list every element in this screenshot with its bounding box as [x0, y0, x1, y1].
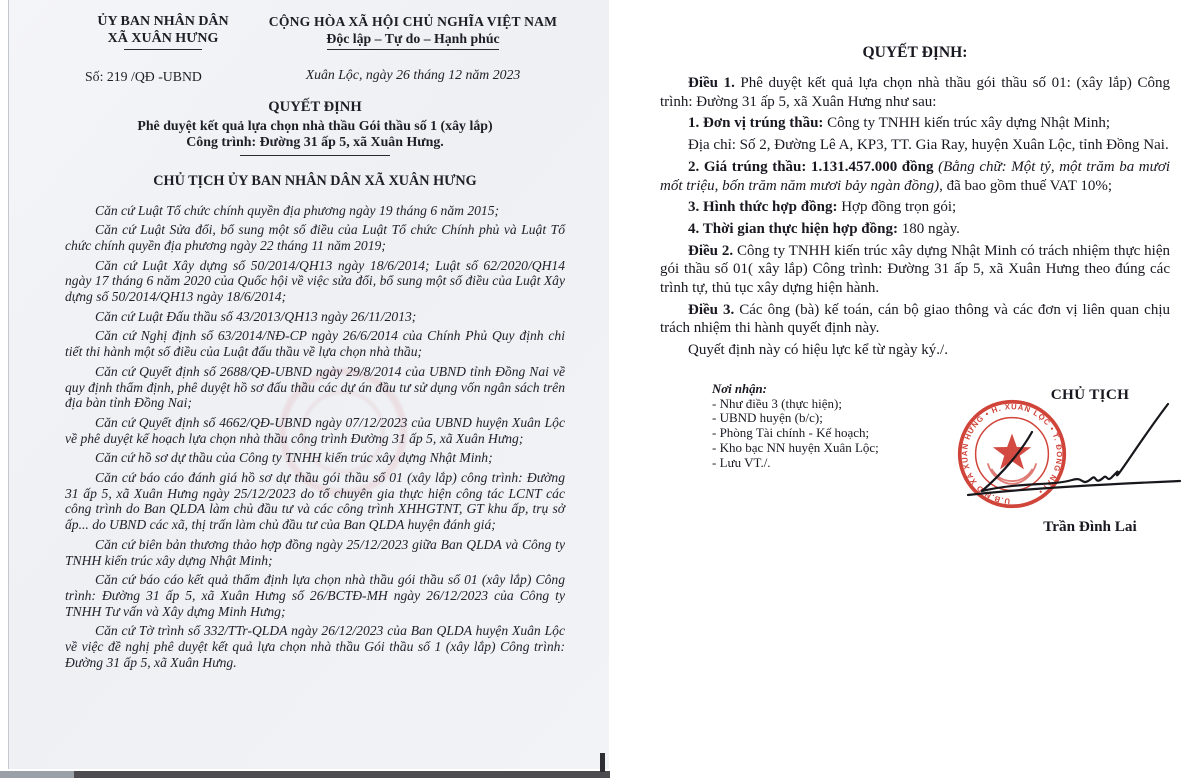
- price-in-words: (Bằng chữ: Một tỷ, một trăm ba mươi mốt triệu, bốn trăm năm mươi bảy ngàn đồng): [660, 158, 1170, 194]
- article-3-text: Các ông (bà) kế toán, cán bộ giao thông và các đơn vị liên quan chịu trách nhiệm thi hành quyết định này.: [660, 301, 1171, 337]
- decision-title-block: [65, 99, 565, 156]
- scanned-page-1: [8, 0, 609, 769]
- signer-name: Trần Đình Lai: [1043, 517, 1137, 535]
- recitals: [65, 203, 565, 671]
- article-1-lead: Điều 1.: [688, 75, 735, 91]
- scanned-page-2: [640, 0, 1200, 778]
- signer-title: CHỦ TỊCH: [1050, 385, 1130, 403]
- winner-address: Địa chỉ: Số 2, Đường Lê A, KP3, TT. Gia Ray, huyện Xuân Lộc, tỉnh Đồng Nai.: [688, 137, 1169, 154]
- price-item-lead: 2. Giá trúng thầu: 1.131.457.000 đồng: [688, 158, 939, 175]
- recital-paragraph: Căn cứ hồ sơ dự thầu của Công ty TNHH kiến trúc xây dựng Nhật Minh;: [95, 450, 493, 466]
- duration-lead: 4. Thời gian thực hiện hợp đồng:: [688, 220, 898, 237]
- decision-subtitle-1: Phê duyệt kết quả lựa chọn nhà thầu Gói thầu số 1 (xây lắp): [137, 118, 493, 134]
- duration-item: [660, 220, 1170, 239]
- decision-title: QUYẾT ĐỊNH: [268, 98, 362, 115]
- page-2-content: [640, 0, 1200, 702]
- recipients-block: [712, 382, 879, 471]
- article-1: [660, 74, 1170, 111]
- recital-paragraph: Căn cứ Luật Đấu thầu số 43/2013/QH13 ngày 26/11/2013;: [95, 308, 417, 324]
- page-2-footer: [660, 372, 1170, 702]
- article-2-text: Công ty TNHH kiến trúc xây dựng Nhật Minh có trách nhiệm thực hiện gói thầu số 01( xây lắp) Công trình: Đường 31 ấp 5, xã Xuân Hưng theo đúng các trình tự, thủ tục xây dựng hiện hành.: [660, 242, 1171, 297]
- handwritten-signature: [960, 392, 1195, 517]
- price-item-rest: , đã bao gồm thuế VAT 10%;: [939, 177, 1113, 194]
- article-3-lead: Điều 3.: [688, 301, 735, 318]
- national-motto-line1: CỘNG HÒA XÃ HỘI CHỦ NGHĨA VIỆT NAM: [268, 14, 558, 29]
- issuing-org-line2: XÃ XUÂN HƯNG: [107, 30, 219, 46]
- recipients-list: [712, 397, 879, 471]
- recipients-label: Nơi nhận:: [712, 381, 767, 396]
- document-number: Số: 219 /QĐ -UBND: [85, 69, 202, 84]
- article-1-text: Phê duyệt kết quả lựa chọn nhà thầu gói thầu số 01: (xây lắp) Công trình: Đường 31 ấp 5, xã Xuân Hưng như sau:: [660, 75, 1170, 110]
- recipient-item: - Lưu VT./.: [712, 454, 771, 470]
- winner-item-lead: 1. Đơn vị trúng thầu:: [688, 115, 824, 132]
- recital-paragraph: Căn cứ Tờ trình số 332/TTr-QLDA ngày 26/12/2023 của Ban QLDA huyện Xuân Lộc về việc đề nghị phê duyệt kết quả lựa chọn nhà thầu Gói thầu số 1 (xây lắp) Công trình: Đường 31 ấp 5, xã Xuân Hưng.: [65, 623, 565, 670]
- title-underline: [240, 155, 390, 156]
- article-2: [660, 242, 1170, 298]
- recital-paragraph: Căn cứ báo cáo kết quả thẩm định lựa chọn nhà thầu gói thầu số 01 (xây lắp) Công trình: Đường 31 ấp 5, xã Xuân Hưng số 26/BCTĐ-MH ngày 26/12/2023 của Công ty TNHH Tư vấn và Xây dựng Minh Hưng;: [65, 572, 565, 619]
- recital-paragraph: Căn cứ Quyết định số 4662/QĐ-UBND ngày 07/12/2023 của UBND huyện Xuân Lộc về phê duyệt kế hoạch lựa chọn nhà thầu công trình Đường 31 ấp 5, xã Xuân Hưng;: [65, 414, 565, 446]
- motto-underline: [327, 49, 499, 50]
- issuing-org-block: [65, 14, 261, 86]
- winner-item: [660, 114, 1170, 133]
- article-2-lead: Điều 2.: [688, 242, 734, 259]
- place-dateline: Xuân Lộc, ngày 26 tháng 12 năm 2023: [305, 67, 521, 82]
- winner-item-text: Công ty TNHH kiến trúc xây dựng Nhật Minh;: [823, 115, 1110, 132]
- recital-paragraph: Căn cứ Nghị định số 63/2014/NĐ-CP ngày 26/6/2014 của Chính Phủ Quy định chi tiết thi hành một số điều của Luật đấu thầu về lựa chọn nhà thầu;: [65, 328, 565, 360]
- recital-paragraph: Căn cứ Quyết định số 2688/QĐ-UBND ngày 29/8/2014 của UBND tỉnh Đồng Nai về quy định thẩm định, phê duyệt hồ sơ đấu thầu các dự án đầu tư sử dụng vốn ngân sách trên địa bàn tỉnh Đồng Nai;: [65, 363, 565, 411]
- authority-heading: CHỦ TỊCH ỦY BAN NHÂN DÂN XÃ XUÂN HƯNG: [153, 172, 477, 189]
- scanner-edge-tick: [600, 753, 605, 772]
- page-1-header: [65, 14, 565, 86]
- org-underline: [124, 49, 202, 50]
- recipient-item: - Phòng Tài chính - Kế hoạch;: [712, 425, 870, 441]
- effective-clause: Quyết định này có hiệu lực kể từ ngày ký./.: [688, 342, 948, 359]
- article-3: [660, 301, 1170, 338]
- contract-type-text: Hợp đồng trọn gói;: [837, 199, 957, 216]
- recital-paragraph: Căn cứ biên bản thương thảo hợp đồng ngày 25/12/2023 giữa Ban QLDA và Công ty TNHH kiến trúc xây dựng Nhật Minh;: [65, 536, 565, 568]
- national-header-block: [261, 14, 565, 86]
- signature-icon: [960, 392, 1195, 517]
- decision-heading: QUYẾT ĐỊNH:: [862, 44, 968, 61]
- duration-text: 180 ngày.: [898, 220, 960, 237]
- scanner-edge-band-light: [0, 771, 74, 778]
- scanner-edge-band: [0, 771, 610, 778]
- price-item: [660, 158, 1170, 195]
- contract-type-item: [660, 198, 1170, 217]
- page-1-content: [9, 0, 609, 670]
- issuing-org-line1: ỦY BAN NHÂN DÂN: [97, 14, 229, 29]
- seal-ring-text: U.B.N.D XÃ XUÂN HƯNG • H. XUÂN LỘC • T. ĐỒNG NAI •: [960, 401, 1064, 506]
- national-motto-line2: Độc lập – Tự do – Hạnh phúc: [326, 31, 500, 46]
- recital-paragraph: Căn cứ Luật Xây dựng số 50/2014/QH13 ngày 18/6/2014; Luật số 62/2020/QH14 ngày 17 tháng 6 năm 2020 của Quốc hội về việc sửa đổi, bổ sung một số điều của Luật Xây dựng số 50/2014/QH13 ngày 18/6/2014;: [65, 257, 565, 305]
- recipient-item: - Như điều 3 (thực hiện);: [712, 395, 842, 411]
- recital-paragraph: Căn cứ báo cáo đánh giá hồ sơ dự thầu gói thầu số 01 (xây lắp) công trình: Đường 31 ấp 5, xã Xuân Hưng ngày 25/12/2023 do tổ chuyên gia thực hiện công tác LCNT các công trình do Ban QLDA làm chủ đầu tư và các công trình XHHGTNT, GT khu ấp, trụ sở ấp... do UBND các xã, thị trấn làm chủ đầu tư của Ban QLDA huyện đánh giá;: [65, 470, 565, 533]
- contract-type-lead: 3. Hình thức hợp đồng:: [688, 199, 838, 216]
- decision-subtitle-2: Công trình: Đường 31 ấp 5, xã Xuân Hưng.: [186, 134, 444, 150]
- recipient-item: - Kho bạc NN huyện Xuân Lộc;: [712, 440, 879, 456]
- recital-paragraph: Căn cứ Luật Sửa đổi, bổ sung một số điều của Luật Tổ chức Chính phủ và Luật Tổ chức chính quyền địa phương ngày 22 tháng 11 năm 2019;: [65, 222, 565, 253]
- recital-paragraph: Căn cứ Luật Tổ chức chính quyền địa phương ngày 19 tháng 6 năm 2015;: [95, 202, 500, 218]
- recipient-item: - UBND huyện (b/c);: [712, 410, 823, 426]
